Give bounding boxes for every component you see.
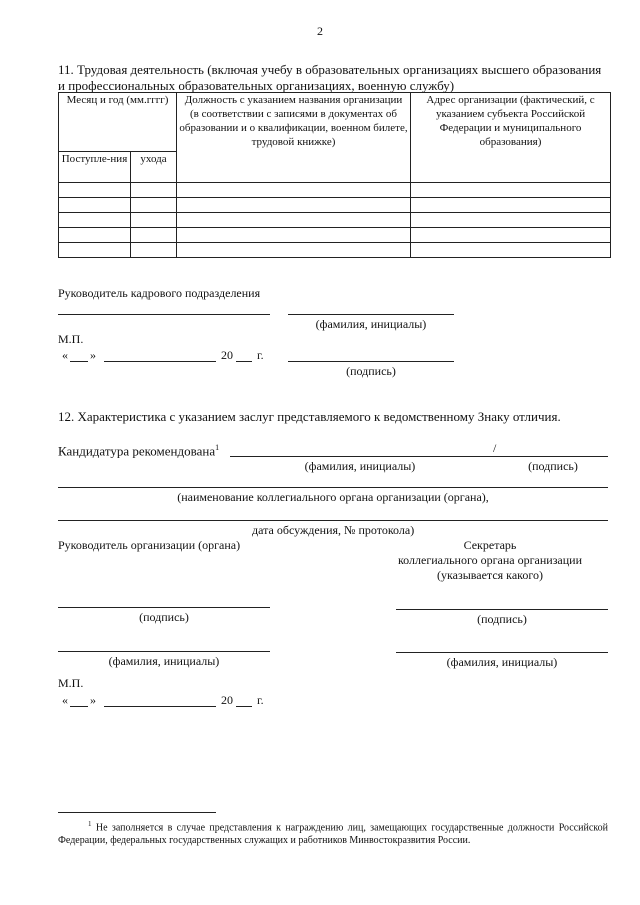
candidacy-label-text: Кандидатура рекомендована <box>58 443 216 459</box>
table-cell[interactable] <box>59 228 131 243</box>
table-cell[interactable] <box>177 198 411 213</box>
table-cell[interactable] <box>177 243 411 258</box>
table-cell[interactable] <box>131 228 177 243</box>
section-11-heading: 11. Трудовая деятельность (включая учебу в образовательных организациях высшего образования и профессиональных образовательных организациях, военную службу) <box>58 62 602 93</box>
org-head-signature-caption: (подпись) <box>139 610 189 624</box>
hr-signature-line[interactable] <box>58 314 270 315</box>
collegial-body-caption: (наименование коллегиального органа организации (органа), <box>177 490 489 504</box>
date-close-quote-2: » <box>90 693 96 707</box>
work-history-table <box>58 92 611 258</box>
secretary-label-1: Секретарь <box>463 538 517 552</box>
discussion-date-line[interactable] <box>58 520 608 521</box>
name-signature-separator: / <box>493 441 497 455</box>
date-month-line[interactable] <box>104 361 216 362</box>
stamp-label-2: М.П. <box>58 676 84 690</box>
date-year-suffix: г. <box>257 348 264 362</box>
table-row <box>59 198 611 213</box>
secretary-signature-caption: (подпись) <box>477 612 527 626</box>
candidacy-label <box>58 441 219 458</box>
secretary-label-2: коллегиального органа организации <box>397 553 583 567</box>
footnote-text: Не заполняется в случае представления к награждению лиц, замещающих государственные должности Российской Федерации, федеральных государственных служащих и работников Минвостокразвития России. <box>58 822 609 847</box>
org-head-name-line[interactable] <box>58 651 270 652</box>
table-cell[interactable] <box>131 183 177 198</box>
date-open-quote-2: « <box>62 693 68 707</box>
table-cell[interactable] <box>411 213 611 228</box>
table-row <box>59 213 611 228</box>
secretary-label-3: (указывается какого) <box>437 568 543 582</box>
table-cell[interactable] <box>411 183 611 198</box>
table-cell[interactable] <box>177 213 411 228</box>
hr-head-label: Руководитель кадрового подразделения <box>58 286 261 300</box>
date-month-line-2[interactable] <box>104 706 216 707</box>
table-cell[interactable] <box>177 228 411 243</box>
table-row <box>59 243 611 258</box>
table-cell[interactable] <box>177 183 411 198</box>
page-number: 2 <box>317 24 323 38</box>
table-cell[interactable] <box>131 243 177 258</box>
secretary-name-caption: (фамилия, инициалы) <box>446 655 558 669</box>
table-cell[interactable] <box>411 228 611 243</box>
table-row <box>59 183 611 198</box>
date-day-line-2[interactable] <box>70 706 88 707</box>
date-year-prefix-2: 20 <box>221 693 233 707</box>
hr-name-caption: (фамилия, инициалы) <box>315 317 427 331</box>
address-header: Адрес организации (фактический, с указанием субъекта Российской Федерации и муниципального образования) <box>411 93 611 183</box>
table-cell[interactable] <box>59 243 131 258</box>
date-close-quote: » <box>90 348 96 362</box>
candidacy-name-caption: (фамилия, инициалы) <box>304 459 416 473</box>
footnote-reference: 1 <box>215 443 220 452</box>
hr-name-line[interactable] <box>288 314 454 315</box>
table-cell[interactable] <box>59 183 131 198</box>
hr-signature-caption: (подпись) <box>346 364 396 378</box>
section-12-heading: 12. Характеристика с указанием заслуг представляемого к ведомственному Знаку отличия. <box>58 409 561 424</box>
table-cell[interactable] <box>131 198 177 213</box>
footnote-separator <box>58 812 216 813</box>
start-header: Поступле-ния <box>59 152 131 183</box>
date-year-prefix: 20 <box>221 348 233 362</box>
position-header: Должность с указанием названия организации (в соответствии с записями в документах об образовании и о квалификации, военном билете, трудовой книжке) <box>177 93 411 183</box>
candidacy-line[interactable] <box>230 456 608 457</box>
date-year-suffix-2: г. <box>257 693 264 707</box>
date-year-line[interactable] <box>236 361 252 362</box>
table-row <box>59 228 611 243</box>
end-header: ухода <box>131 152 177 183</box>
month-year-header: Месяц и год (мм.гггг) <box>59 93 177 152</box>
discussion-date-caption: дата обсуждения, № протокола) <box>252 523 415 537</box>
org-head-label: Руководитель организации (органа) <box>58 538 241 552</box>
stamp-label: М.П. <box>58 332 84 346</box>
table-cell[interactable] <box>59 213 131 228</box>
hr-sign-line[interactable] <box>288 361 454 362</box>
date-open-quote: « <box>62 348 68 362</box>
table-cell[interactable] <box>59 198 131 213</box>
collegial-body-line[interactable] <box>58 487 608 488</box>
candidacy-signature-caption: (подпись) <box>528 459 578 473</box>
footnote-mark: 1 <box>88 820 92 828</box>
secretary-signature-line[interactable] <box>396 609 608 610</box>
footnote <box>58 818 608 847</box>
org-head-name-caption: (фамилия, инициалы) <box>108 654 220 668</box>
date-year-line-2[interactable] <box>236 706 252 707</box>
table-cell[interactable] <box>411 243 611 258</box>
table-cell[interactable] <box>131 213 177 228</box>
table-cell[interactable] <box>411 198 611 213</box>
org-head-signature-line[interactable] <box>58 607 270 608</box>
date-day-line[interactable] <box>70 361 88 362</box>
secretary-name-line[interactable] <box>396 652 608 653</box>
